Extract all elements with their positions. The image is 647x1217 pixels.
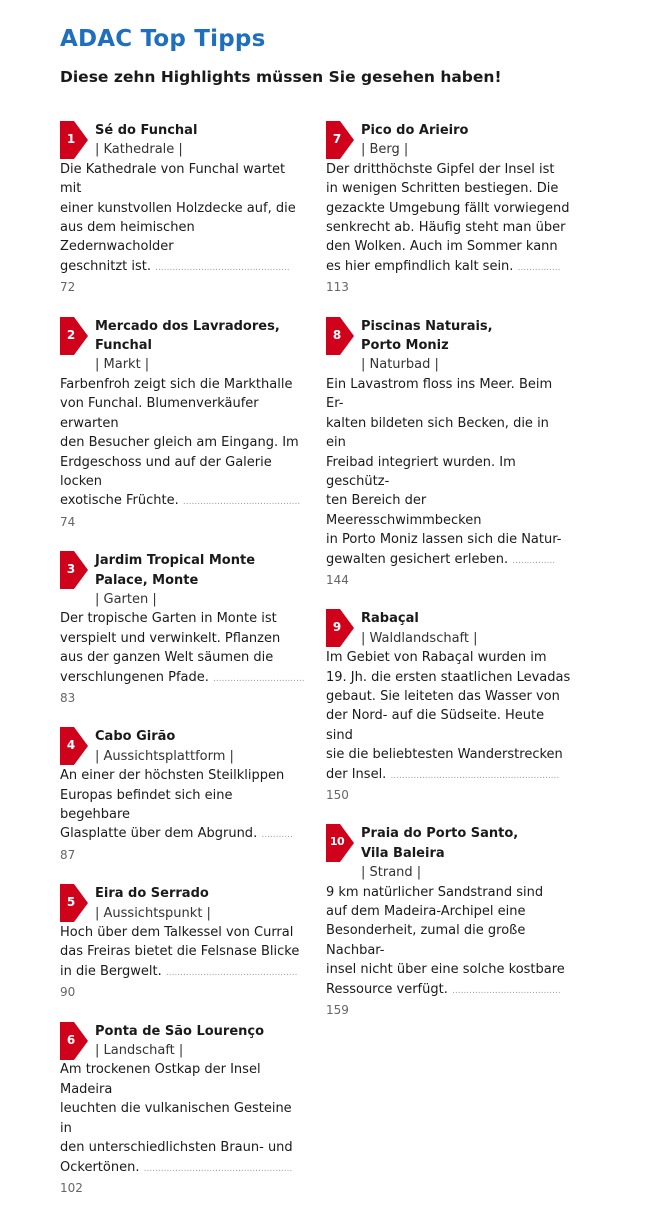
tip-item [60,727,306,865]
dot-leader: ........... [261,830,293,841]
dot-leader: ...................................... [452,985,561,996]
tip-number: 10 [329,835,345,849]
page-reference: 102 [60,1180,83,1195]
tip-description-text: 9 km natürlicher Sandstrand sind auf dem Madeira-Archipel eine Besonderheit, zumal die große Nachbar- insel nicht über eine solche kostbare Ressource verfügt. [326,884,565,997]
tip-number: 7 [332,132,342,146]
tips-column-left [60,121,306,1217]
page-reference: 74 [60,514,76,529]
tip-description [326,883,572,1021]
tip-item [60,551,306,708]
tip-item [326,609,572,805]
tip-item [326,317,572,591]
tip-title: Ponta de São Lourenço [95,1023,265,1039]
tip-item [60,884,306,1002]
number-arrow-icon [60,121,88,159]
tip-category: | Landschaft | [95,1043,184,1059]
tip-item [326,121,572,298]
number-arrow-icon [60,884,88,922]
number-arrow-icon [60,727,88,765]
dot-leader: ............................................... [155,262,290,273]
number-arrow-icon [326,121,354,159]
tip-description [60,1060,306,1198]
number-arrow-icon [326,609,354,647]
dot-leader: ......................................... [182,497,301,508]
tip-description-text: An einer der höchsten Steilklippen Europas befindet sich eine begehbare Glasplatte über dem Abgrund. [60,768,285,842]
tip-category: | Aussichtsplattform | [95,748,234,764]
tip-category: | Markt | [95,357,150,373]
dot-leader: ............... [512,555,556,566]
tip-item [326,824,572,1020]
tip-description [60,766,306,865]
tip-number: 4 [66,738,76,753]
tip-description-text: Am trockenen Ostkap der Insel Madeira leuchten die vulkanischen Gesteine in den unterschiedlichsten Braun- und Ockertönen. [60,1062,293,1175]
tip-title: Sé do Funchal [95,123,198,138]
page-reference: 144 [326,572,349,587]
tip-description [326,160,572,298]
tip-item [60,317,306,532]
number-arrow-icon [60,317,88,355]
number-arrow-icon [60,551,88,589]
tip-description-text: Hoch über dem Talkessel von Curral das Freiras bietet die Felsnase Blicke in die Bergwelt. [60,925,300,979]
tip-category: | Strand | [361,865,422,881]
tip-number: 5 [66,895,76,910]
tip-description [60,375,306,532]
tip-title: Mercado dos Lavradores, Funchal [95,318,280,354]
tip-category: | Waldlandschaft | [361,630,478,646]
tip-number: 1 [66,132,76,146]
page-reference: 159 [326,1003,349,1018]
tip-title: Eira do Serrado [95,886,209,902]
number-arrow-icon [326,824,354,862]
tip-description [326,375,572,590]
tip-title: Rabaçal [361,611,419,627]
tip-number: 9 [332,620,342,635]
tip-description-text: Im Gebiet von Rabaçal wurden im 19. Jh. die ersten staatlichen Levadas gebaut. Sie leiteten das Wasser von der Nord- auf die Südseite. Heute sind sie die beliebtesten Wanderstrecken der Insel. [326,650,571,782]
page-reference: 83 [60,690,76,705]
tips-column-right [326,121,572,1039]
dot-leader: .................................................... [143,1163,293,1174]
tip-description-text: Farbenfroh zeigt sich die Markthalle von Funchal. Blumenverkäufer erwarten den Besucher gleich am Eingang. Im Erdgeschoss und auf der Galerie locken exotische Früchte. [60,376,299,509]
tip-title: Cabo Girão [95,729,176,745]
dot-leader: ............... [517,262,561,273]
tip-description-text: Der dritthöchste Gipfel der Insel ist in wenigen Schritten bestiegen. Die gezackte Umgebung fällt vorwiegend senkrecht ab. Häufig steht man über den Wolken. Auch im Sommer kann es hier empfindlich kalt sein. [326,161,570,274]
page-reference: 150 [326,788,349,802]
tip-category: | Naturbad | [361,357,439,373]
tip-number: 2 [66,327,76,342]
dot-leader: ................................ [213,673,305,684]
dot-leader: .............................................. [165,967,298,978]
dot-leader: ........................................................... [390,770,560,781]
tip-title: Piscinas Naturais, Porto Moniz [361,318,493,354]
tip-title: Pico do Arieiro [361,123,469,138]
tip-description-text: Ein Lavastrom floss ins Meer. Beim Er- kalten bildeten sich Becken, die in ein Freibad integriert wurden. Im geschütz- ten Bereich der Meeresschwimmbecken in Porto Moniz lassen sich die Natur- gewalten gesichert erleben. [326,376,562,567]
number-arrow-icon [326,317,354,355]
tip-title: Praia do Porto Santo, Vila Baleira [361,826,519,861]
tip-number: 3 [66,562,76,577]
tip-category: | Kathedrale | [95,142,183,158]
number-arrow-icon [60,1022,88,1060]
tip-item [60,1022,306,1199]
page-reference: 72 [60,280,76,295]
tip-number: 6 [66,1032,76,1047]
tip-title: Jardim Tropical Monte Palace, Monte [95,553,256,588]
tip-description [326,648,572,805]
tip-category: | Garten | [95,591,157,607]
page-reference: 113 [326,280,349,295]
page-title: ADAC Top Tipps [60,26,266,52]
page-reference: 87 [60,847,76,862]
tip-description [60,923,306,1003]
tip-description [60,609,306,708]
page-reference: 90 [60,985,76,1000]
tip-description-text: Der tropische Garten in Monte ist verspielt und verwinkelt. Pflanzen aus der ganzen Welt säumen die verschlungenen Pfade. [60,611,281,685]
tip-category: | Aussichtspunkt | [95,905,211,921]
page-subtitle: Diese zehn Highlights müssen Sie gesehen haben! [60,68,502,86]
tip-number: 8 [332,327,342,342]
tip-description-text: Die Kathedrale von Funchal wartet mit einer kunstvollen Holzdecke auf, die aus dem heimischen Zedernwacholder geschnitzt ist. [60,161,296,274]
tip-description [60,160,306,298]
tip-category: | Berg | [361,142,409,158]
tip-item [60,121,306,298]
